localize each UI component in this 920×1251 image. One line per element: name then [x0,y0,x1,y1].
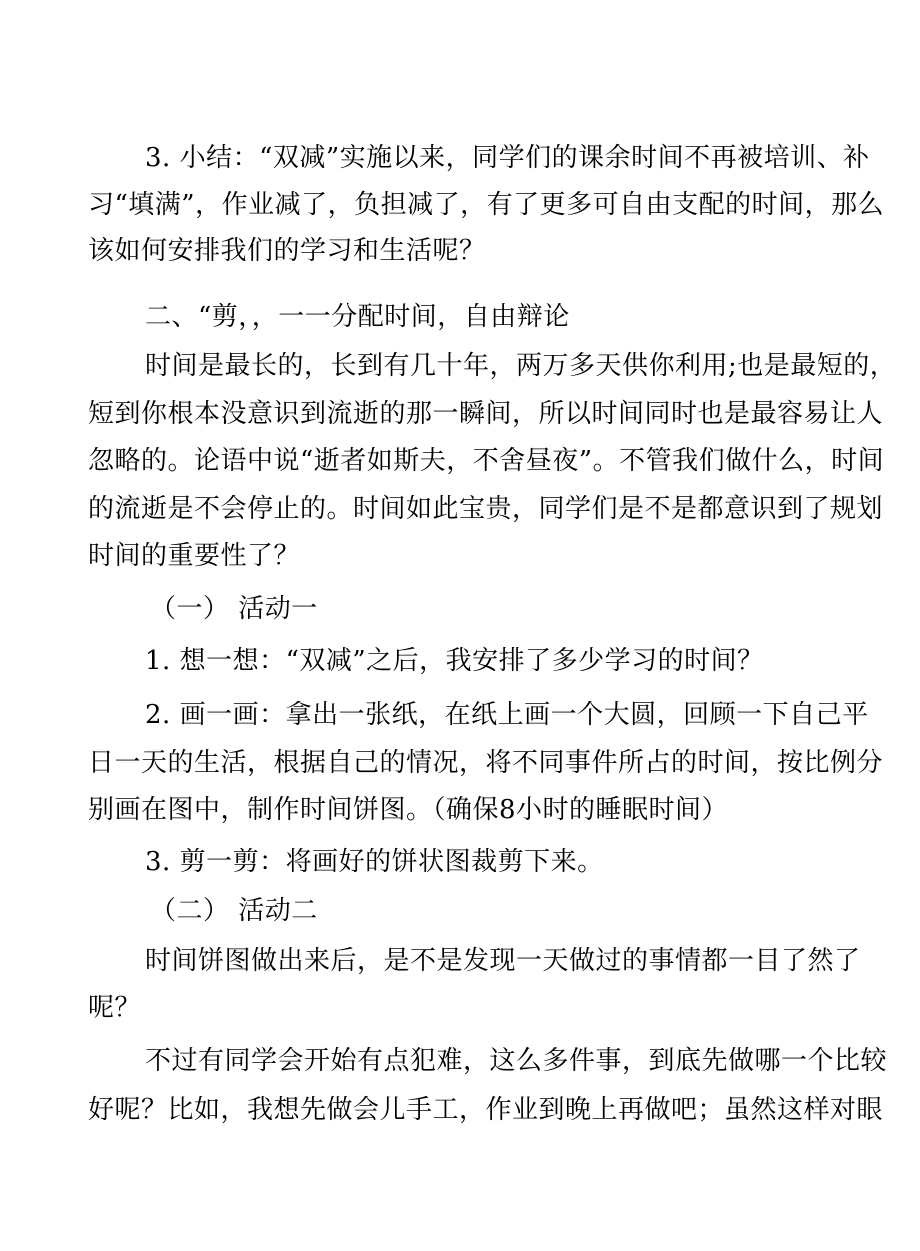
time-intro-line-3: 忽略的。论语中说“逝者如斯夫，不舍昼夜”。不管我们做什么，时间 [88,446,885,476]
summary-line-1: 3. 小结：“双减”实施以来，同学们的课余时间不再被培训、补 [145,143,870,173]
step2-line-3: 别画在图中，制作时间饼图。（确保8小时的睡眠时间） [88,795,729,825]
time-intro-line-4: 的流逝是不会停止的。时间如此宝贵，同学们是不是都意识到了规划 [88,494,884,524]
time-intro-line-5: 时间的重要性了？ [88,541,301,571]
activity2-q-line-1: 时间饼图做出来后，是不是发现一天做过的事情都一目了然了 [145,946,861,976]
activity2-q-line-2: 呢？ [88,993,142,1023]
summary-line-2: 习“填满”，作业减了，负担减了，有了更多可自由支配的时间，那么 [88,190,885,220]
step2-line-2: 日一天的生活，根据自己的情况，将不同事件所占的时间，按比例分 [88,748,884,778]
time-intro-line-1: 时间是最长的，长到有几十年，两万多天供你利用;也是最短的， [145,351,897,381]
section2-heading: 二、“剪，，一一分配时间，自由辩论 [145,302,570,332]
activity2-body-line-2: 好呢？比如，我想先做会儿手工，作业到晚上再做吧；虽然这样对眼 [88,1095,884,1125]
step1-line: 1. 想一想：“双减”之后，我安排了多少学习的时间？ [145,646,764,676]
time-intro-line-2: 短到你根本没意识到流逝的那一瞬间，所以时间同时也是最容易让人 [88,399,884,429]
activity2-heading: （二） 活动二 [150,896,318,926]
summary-line-3: 该如何安排我们的学习和生活呢？ [88,236,486,266]
step3-line: 3. 剪一剪：将画好的饼状图裁剪下来。 [145,847,604,877]
activity1-heading: （一） 活动一 [150,594,318,624]
activity2-body-line-1: 不过有同学会开始有点犯难，这么多件事，到底先做哪一个比较 [145,1046,888,1076]
step2-line-1: 2. 画一画：拿出一张纸，在纸上画一个大圆，回顾一下自己平 [145,700,869,730]
